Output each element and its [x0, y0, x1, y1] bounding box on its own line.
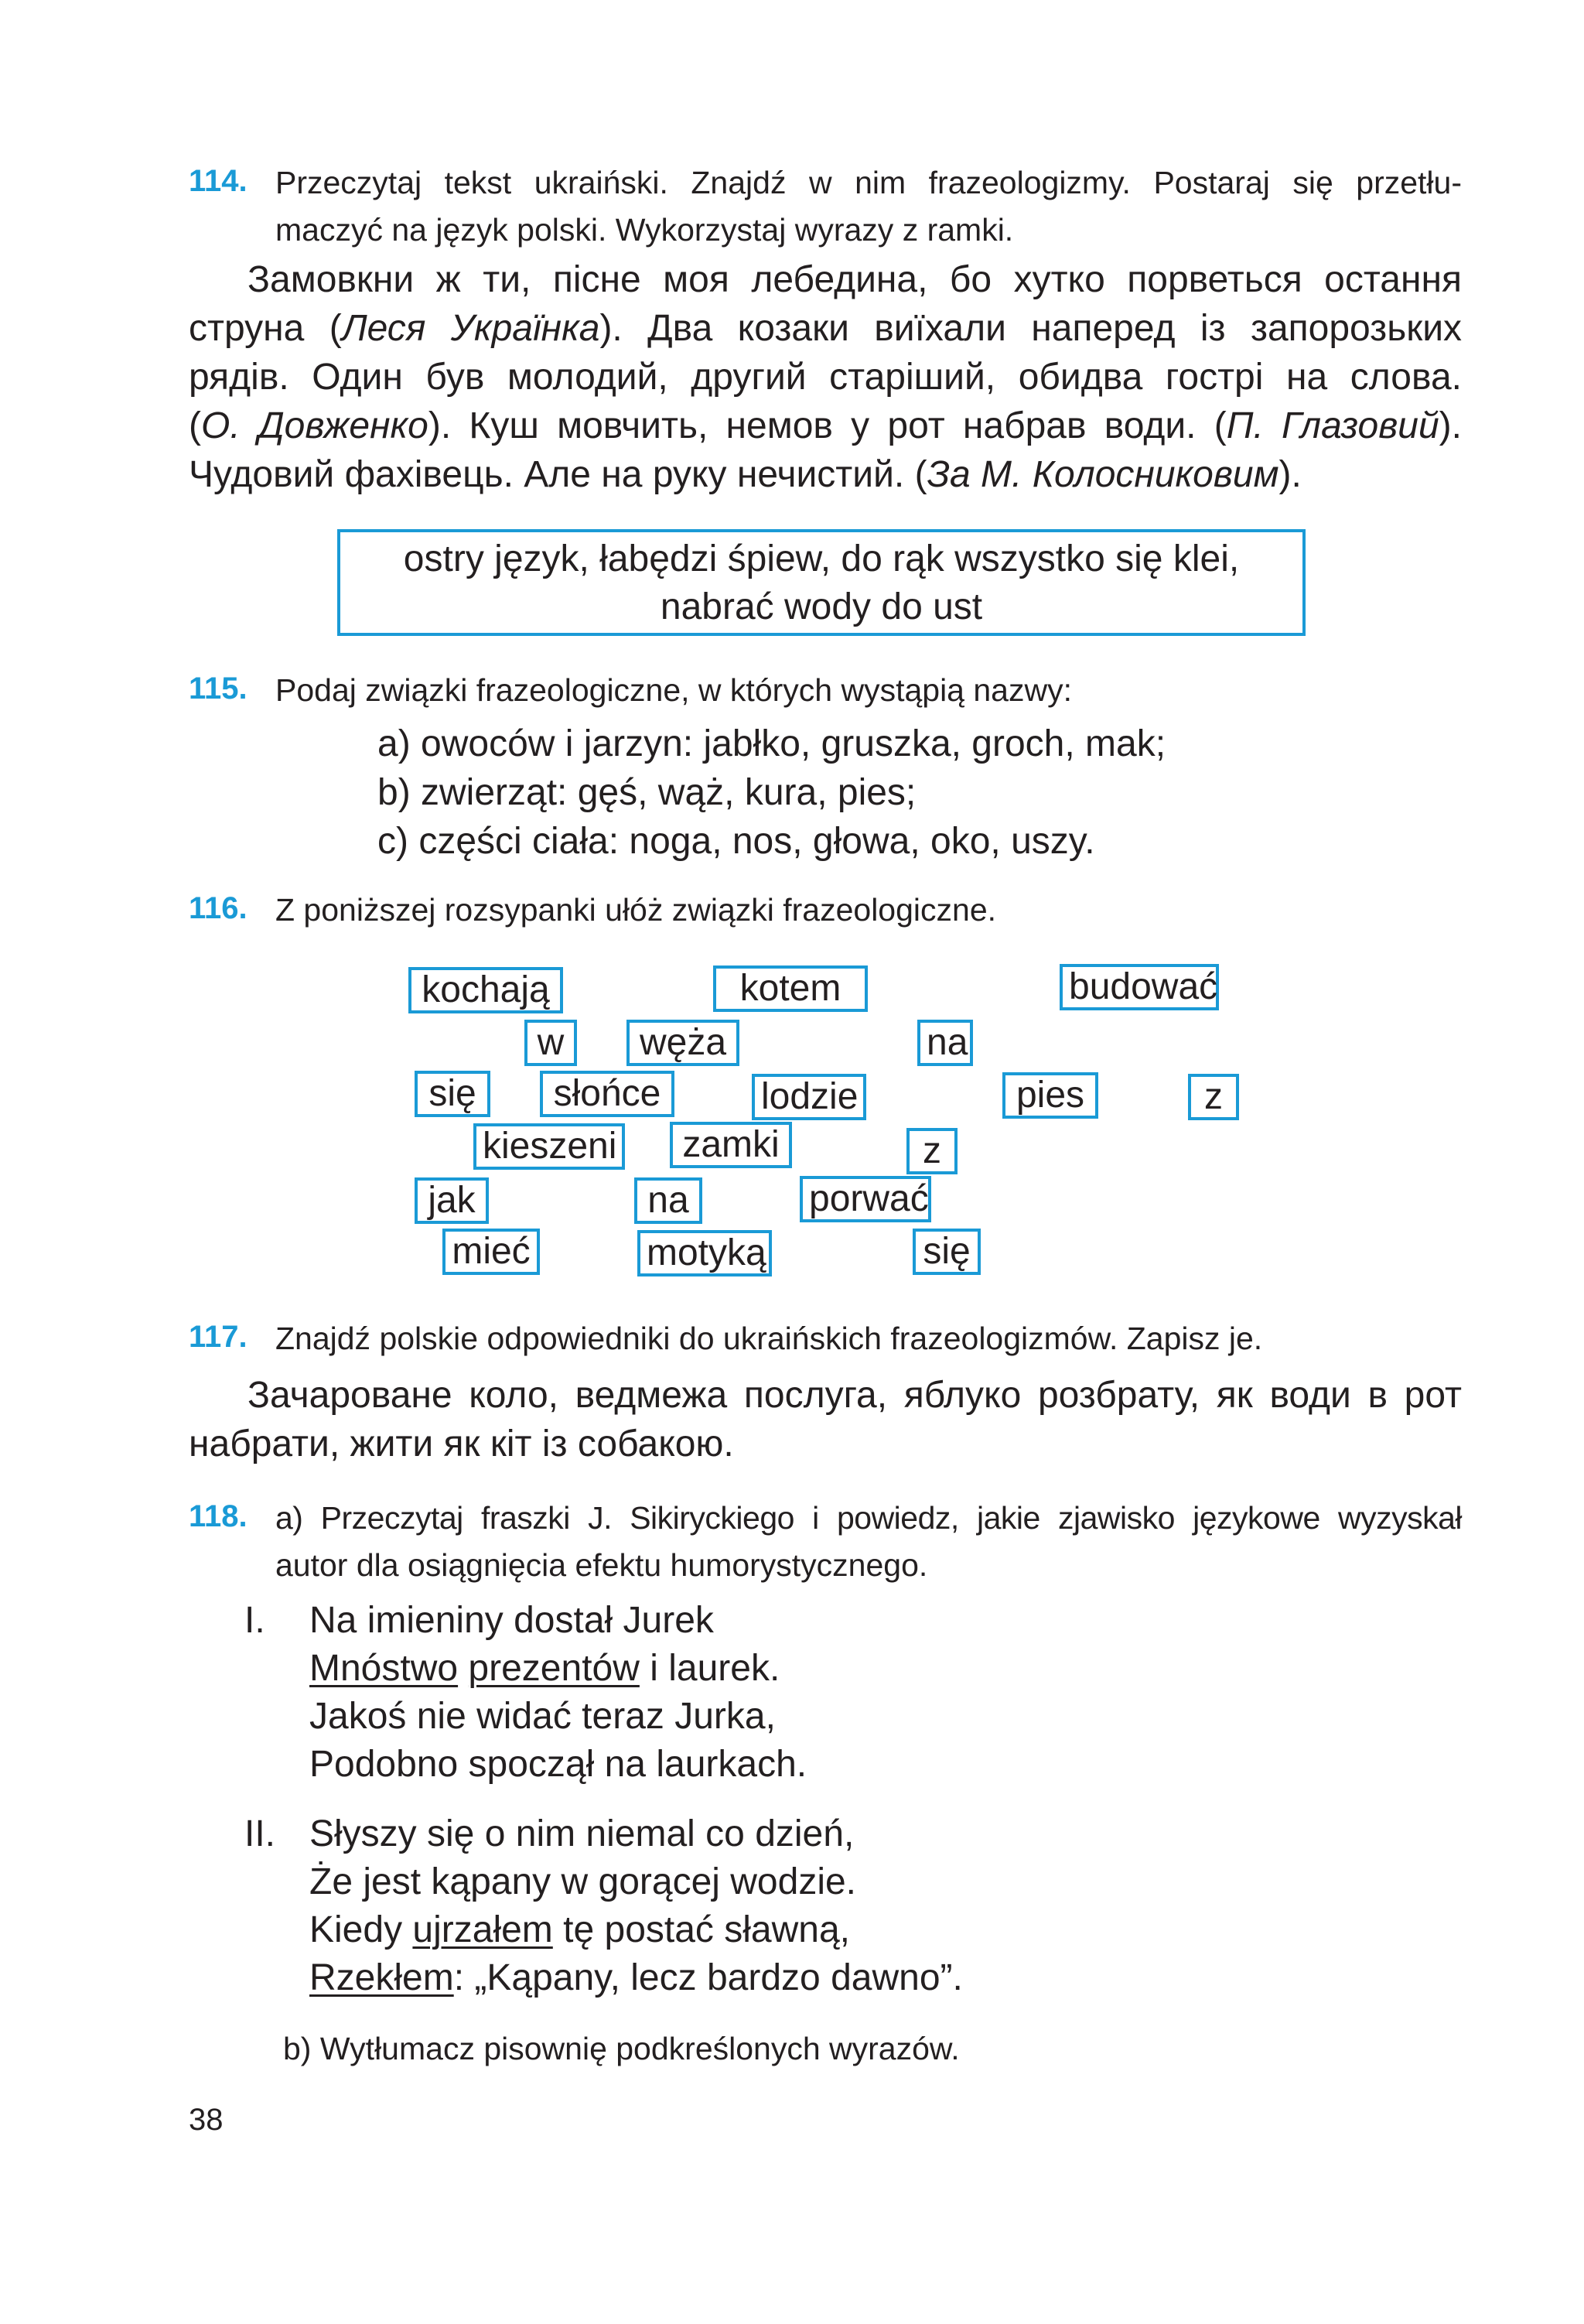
- page-number: 38: [189, 2103, 224, 2137]
- poem-1: [309, 1597, 807, 1789]
- word-chip: budować: [1060, 964, 1219, 1010]
- word-chip: porwać: [800, 1176, 931, 1222]
- list-item: c) części ciała: noga, nos, głowa, oko, uszy.: [377, 821, 1095, 862]
- text-line: Замовкни ж ти, пісне моя лебедина, бо хутко порветься остання: [248, 259, 1462, 300]
- word-chip: z: [1188, 1074, 1239, 1120]
- word-chip: się: [415, 1071, 490, 1117]
- phrase-box-line: ostry język, łabędzi śpiew, do rąk wszystko się klei,: [403, 538, 1240, 579]
- word-chip: zamki: [670, 1122, 792, 1168]
- text-line: рядів. Один був молодий, другий старіший, обидва гострі на слова.: [189, 357, 1462, 398]
- poem-line: Kiedy ujrzałem tę postać sławną,: [309, 1909, 851, 1950]
- instruction-line: Przeczytaj tekst ukraiński. Znajdź w nim frazeologizmy. Postaraj się przetłu-: [275, 165, 1462, 200]
- exercise-116-instruction: Z poniższej rozsypanki ułóż związki frazeologiczne.: [275, 892, 997, 928]
- author: За М. Колосниковим: [927, 454, 1279, 495]
- word-chip: kotem: [713, 965, 868, 1012]
- word-chip: na: [917, 1020, 973, 1066]
- instruction-line: a) Przeczytaj fraszki J. Sikiryckiego i powiedz, jakie zjawisko językowe wyzyskał: [275, 1500, 1462, 1536]
- poem-line: Na imieniny dostał Jurek: [309, 1600, 714, 1641]
- exercise-117-ukrainian-text: [189, 1371, 1462, 1468]
- text-line: Зачароване коло, ведмежа послуга, яблуко розбрату, як води в рот: [248, 1375, 1462, 1416]
- exercise-117-instruction: Znajdź polskie odpowiedniki do ukraińskich frazeologizmów. Zapisz je.: [275, 1321, 1263, 1356]
- underlined-word: ujrzałem: [412, 1909, 553, 1950]
- underlined-word: Mnóstwo: [309, 1648, 459, 1689]
- author: О. Довженко: [200, 405, 428, 446]
- exercise-number-117: 117.: [189, 1320, 248, 1354]
- word-chip: lodzie: [752, 1074, 866, 1120]
- word-chip: pies: [1002, 1072, 1098, 1119]
- exercise-number-115: 115.: [189, 672, 248, 706]
- word-chip: kochają: [408, 967, 563, 1013]
- text-line: (О. Довженко). Куш мовчить, немов у рот набрав води. (П. Глазовий).: [189, 405, 1462, 446]
- word-chip: motyką: [637, 1230, 772, 1276]
- poem-numeral-1: I.: [244, 1600, 265, 1641]
- poem-line: Jakoś nie widać teraz Jurka,: [309, 1696, 776, 1737]
- text-line: струна (Леся Українка). Два козаки виїхали наперед із запорозьких: [189, 308, 1463, 349]
- exercise-114-ukrainian-text: [189, 255, 1462, 499]
- author: Леся Українка: [341, 308, 600, 349]
- instruction-line: maczyć na język polski. Wykorzystaj wyrazy z ramki.: [275, 212, 1014, 248]
- list-item: a) owoców i jarzyn: jabłko, gruszka, groch, mak;: [377, 723, 1166, 764]
- exercise-114-instruction: [275, 159, 1462, 254]
- phrase-box: [337, 529, 1306, 636]
- poem-line: Podobno spoczął na laurkach.: [309, 1744, 807, 1785]
- poem-line: Słyszy się o nim niemal co dzień,: [309, 1813, 855, 1854]
- exercise-118-part-b: b) Wytłumacz pisownię podkreślonych wyrazów.: [283, 2031, 960, 2066]
- underlined-word: Rzekłem: [309, 1957, 454, 1998]
- exercise-118-instruction: [275, 1495, 1462, 1589]
- author: П. Глазовий: [1226, 405, 1439, 446]
- phrase-box-line: nabrać wody do ust: [660, 586, 983, 627]
- exercise-115-instruction: Podaj związki frazeologiczne, w których wystąpią nazwy:: [275, 672, 1072, 708]
- poem-2: [309, 1810, 963, 2002]
- list-item: b) zwierząt: gęś, wąż, kura, pies;: [377, 772, 917, 813]
- poem-line: Mnóstwo prezentów i laurek.: [309, 1648, 780, 1689]
- exercise-number-116: 116.: [189, 891, 248, 925]
- exercise-number-118: 118.: [189, 1499, 248, 1533]
- word-chip: z: [906, 1128, 958, 1174]
- word-chip: kieszeni: [473, 1123, 625, 1170]
- poem-line: Że jest kąpany w gorącej wodzie.: [309, 1861, 857, 1902]
- word-chip: jak: [415, 1177, 489, 1224]
- poem-line: Rzekłem: „Kąpany, lecz bardzo dawno”.: [309, 1957, 963, 1998]
- text-line: Чудовий фахівець. Але на руку нечистий. (За М. Колосниковим).: [189, 454, 1302, 495]
- word-chip: w: [524, 1020, 577, 1066]
- text-line: набрати, жити як кіт із собакою.: [189, 1423, 734, 1464]
- exercise-number-114: 114.: [189, 164, 248, 198]
- word-chip: się: [913, 1229, 981, 1275]
- poem-numeral-2: II.: [244, 1813, 276, 1854]
- instruction-line: autor dla osiągnięcia efektu humorystycznego.: [275, 1547, 928, 1583]
- exercise-115-list: [377, 719, 1166, 866]
- word-chip: słońce: [540, 1071, 674, 1117]
- underlined-word: prezentów: [468, 1648, 640, 1689]
- word-chip: mieć: [442, 1229, 540, 1275]
- word-chip: węża: [626, 1020, 739, 1066]
- word-chip: na: [634, 1177, 702, 1224]
